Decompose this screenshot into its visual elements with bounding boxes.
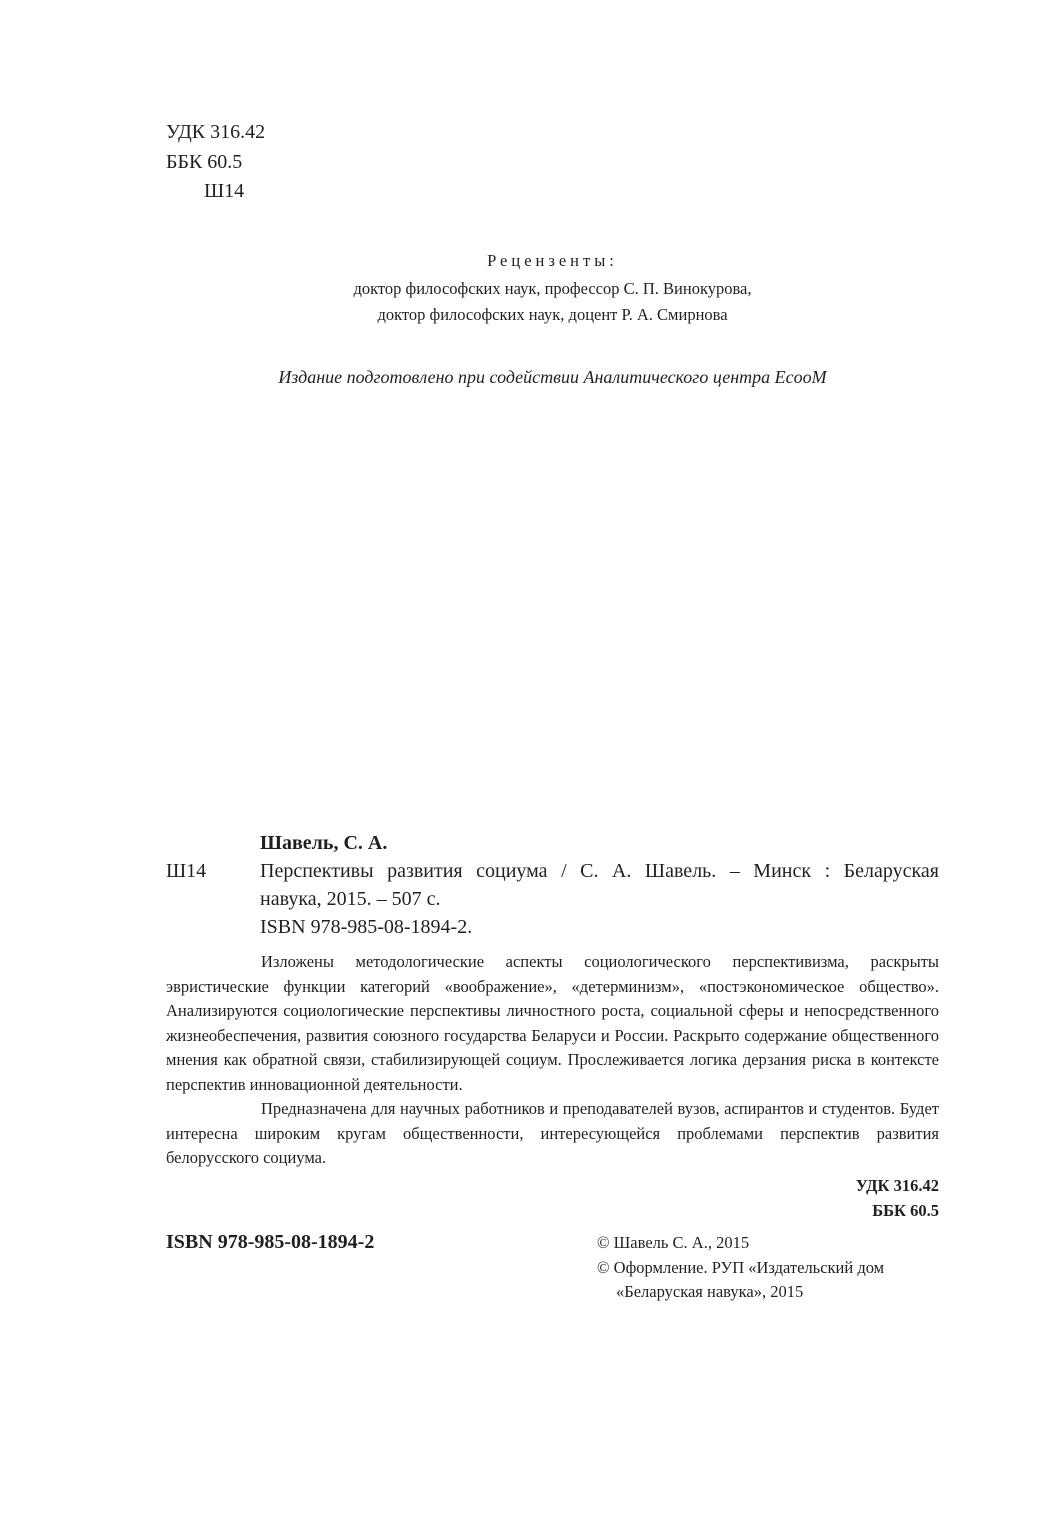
copyright-block <box>597 1231 884 1305</box>
reviewer-line-1: доктор философских наук, профессор С. П. Винокурова, <box>353 279 752 298</box>
abstract-paragraph-1: Изложены методологические аспекты социологического перспективизма, раскрыты эвристические функции категорий «воображение», «детерминизм», «постэкономическое общество». Анализируются социологические перспективы личностного роста, социальной сферы и непосредственного жизнеобеспечения, развития союзного государства Беларуси и России. Раскрыто содержание общественного мнения как обратной связи, стабилизирующей социум. Прослеживается логика дерзания риска в контексте перспектив инновационной деятельности. <box>166 952 939 1094</box>
copyright-line-3: «Беларуская навука», 2015 <box>616 1282 804 1301</box>
isbn-bottom: ISBN 978-985-08-1894-2 <box>166 1231 375 1253</box>
footer-udk: УДК 316.42 <box>855 1176 939 1195</box>
footer-bbk: ББК 60.5 <box>872 1201 939 1220</box>
reviewers-block <box>166 248 939 328</box>
footer-classification <box>600 1173 939 1223</box>
abstract-paragraph-2: Предназначена для научных работников и преподавателей вузов, аспирантов и студентов. Будет интересна широким кругам общественности, интересующейся проблемами перспектив развития белорусского социума. <box>166 1099 939 1167</box>
abstract <box>166 950 939 1171</box>
catalog-title-line-2: навука, 2015. – 507 с. <box>260 888 441 910</box>
catalog-isbn: ISBN 978-985-08-1894-2. <box>260 916 473 938</box>
support-note: Издание подготовлено при содействии Аналитического центра EcooM <box>278 367 827 387</box>
copyright-line-1: © Шавель С. А., 2015 <box>597 1233 750 1252</box>
udk-code: УДК 316.42 <box>166 121 266 143</box>
catalog-mark: Ш14 <box>166 860 207 882</box>
catalog-title-line-1: Перспективы развития социума / С. А. Шавель. – Минск : Беларуская <box>260 860 939 882</box>
reviewers-title: Рецензенты: <box>487 251 618 270</box>
reviewer-line-2: доктор философских наук, доцент Р. А. Смирнова <box>377 305 728 324</box>
copyright-line-2: © Оформление. РУП «Издательский дом <box>597 1257 885 1277</box>
catalog-author: Шавель, С. А. <box>260 832 388 854</box>
author-mark: Ш14 <box>204 180 245 202</box>
bbk-code: ББК 60.5 <box>166 151 243 173</box>
